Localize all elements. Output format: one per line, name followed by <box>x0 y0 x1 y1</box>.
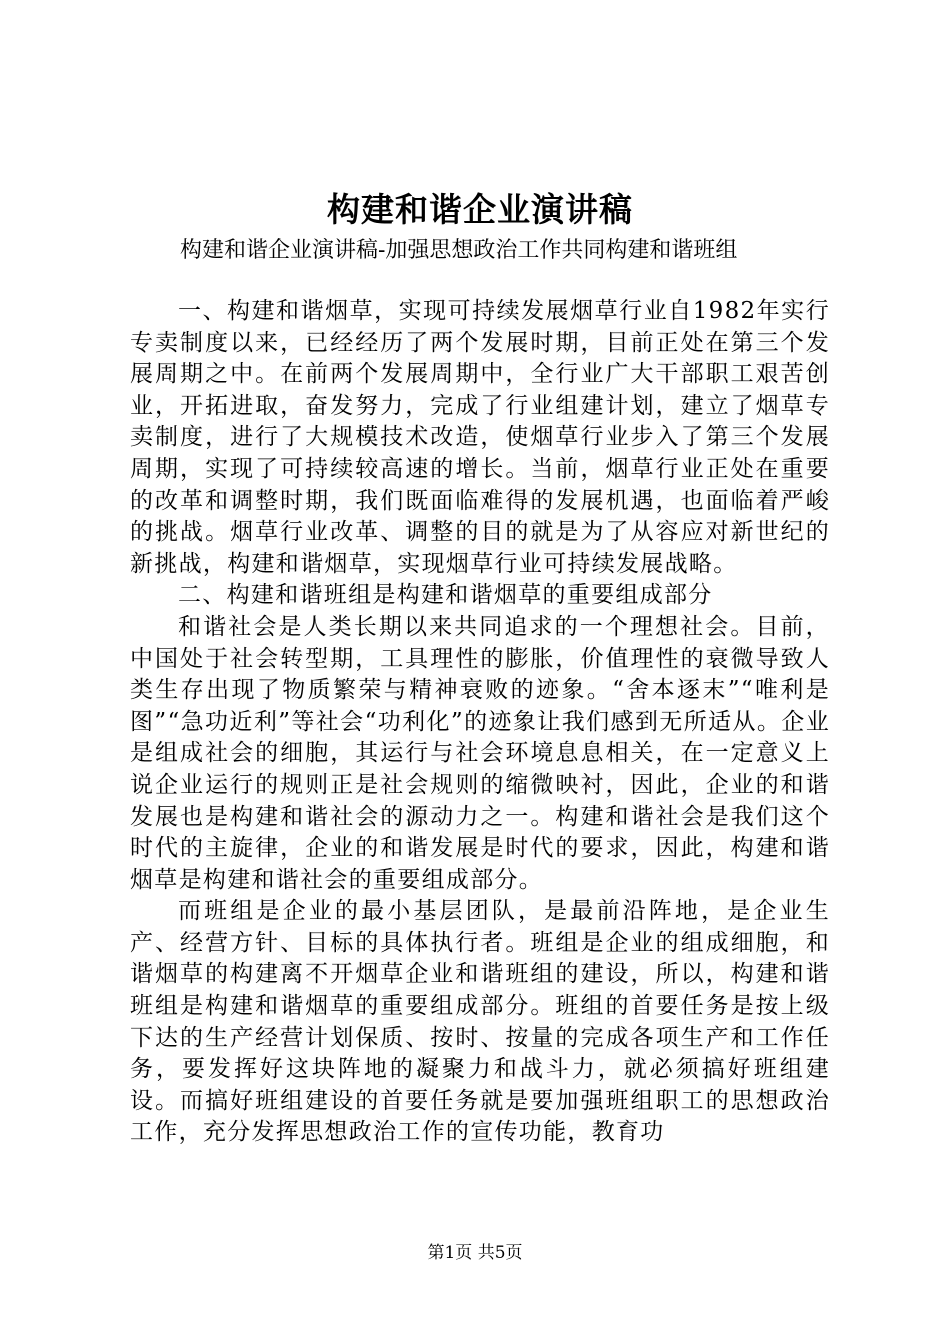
page-footer: 第1页 共5页 <box>427 1243 523 1263</box>
section-heading-2: 二、构建和谐班组是构建和谐烟草的重要组成部分 <box>178 582 713 609</box>
document-page <box>130 188 830 1149</box>
document-title: 构建和谐企业演讲稿 <box>327 190 633 229</box>
paragraph-harmonious-society: 和谐社会是人类长期以来共同追求的一个理想社会。目前，中国处于社会转型期，工具理性的膨胀，价值理性的衰微导致人类生存出现了物质繁荣与精神衰败的迹象。“舍本逐末”“唯利是图”“急功近利”等社会“功利化”的迹象让我们感到无所适从。企业是组成社会的细胞，其运行与社会环境息息相关，在一定意义上说企业运行的规则正是社会规则的缩微映衬，因此，企业的和谐发展也是构建和谐社会的源动力之一。构建和谐社会是我们这个时代的主旋律，企业的和谐发展是时代的要求，因此，构建和谐烟草是构建和谐社会的重要组成部分。 <box>130 613 830 893</box>
paragraph-section-1: 一、构建和谐烟草，实现可持续发展烟草行业自1982年实行专卖制度以来，已经经历了两个发展时期，目前正处在第三个发展周期之中。在前两个发展周期中，全行业广大干部职工艰苦创业，开拓进取，奋发努力，完成了行业组建计划，建立了烟草专卖制度，进行了大规模技术改造，使烟草行业步入了第三个发展周期，实现了可持续较高速的增长。当前，烟草行业正处在重要的改革和调整时期，我们既面临难得的发展机遇，也面临着严峻的挑战。烟草行业改革、调整的目的就是为了从容应对新世纪的新挑战，构建和谐烟草，实现烟草行业可持续发展战略。 <box>130 298 830 577</box>
paragraph-team-building: 而班组是企业的最小基层团队，是最前沿阵地，是企业生产、经营方针、目标的具体执行者。班组是企业的组成细胞，和谐烟草的构建离不开烟草企业和谐班组的建设，所以，构建和谐班组是构建和谐烟草的重要组成部分。班组的首要任务是按上级下达的生产经营计划保质、按时、按量的完成各项生产和工作任务，要发挥好这块阵地的凝聚力和战斗力，就必须搞好班组建设。而搞好班组建设的首要任务就是要加强班组职工的思想政治工作，充分发挥思想政治工作的宣传功能，教育功 <box>130 898 830 1146</box>
document-subtitle: 构建和谐企业演讲稿-加强思想政治工作共同构建和谐班组 <box>180 238 738 263</box>
